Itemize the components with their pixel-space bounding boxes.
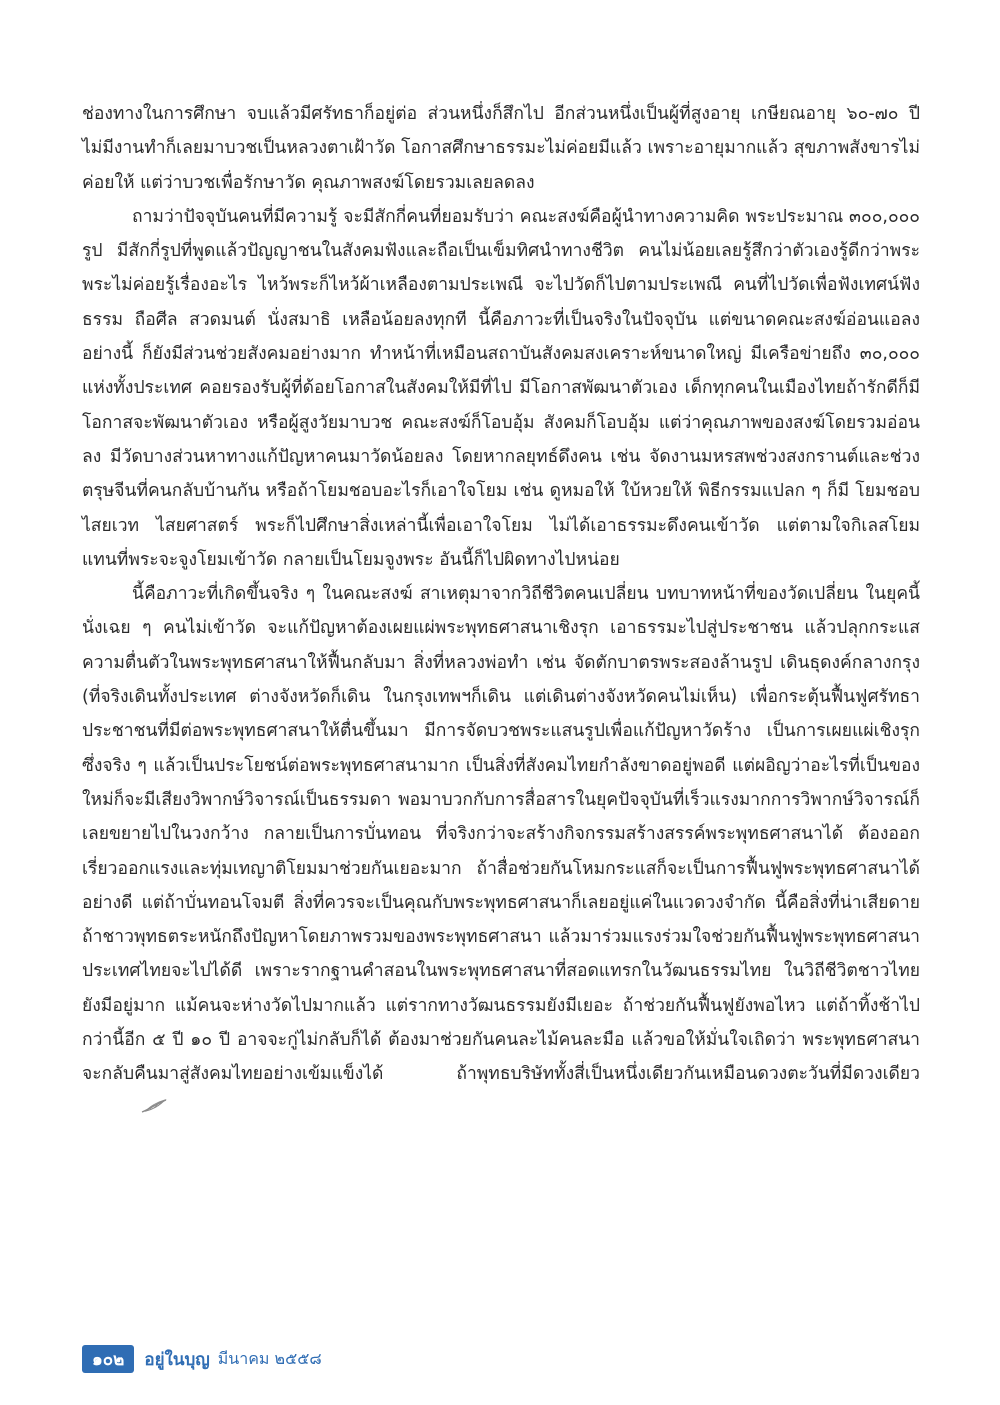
- feather-end-mark-icon: [90, 1092, 168, 1126]
- page-number-badge: ๑๐๒: [82, 1345, 134, 1373]
- paragraph-1: [82, 97, 920, 200]
- paragraph-1-text: ช่องทางในการศึกษา จบแล้วมีศรัทธาก็อยู่ต่อ ส่วนหนึ่งก็สึกไป อีกส่วนหนึ่งเป็นผู้ที่สูงอายุ เกษียณอายุ ๖๐-๗๐ ปี ไม่มีงานทำก็เลยมาบวชเป็นหลวงตาเฝ้าวัด โอกาสศึกษาธรรมะไม่ค่อยมีแล้ว เพราะอายุมากแล้ว สุขภาพสังขารไม่ค่อยให้ แต่ว่าบวชเพื่อรักษาวัด คุณภาพสงฆ์โดยรวมเลยลดลง: [82, 104, 920, 193]
- magazine-title: อยู่ในบุญ: [144, 1349, 210, 1370]
- article-body: [82, 97, 920, 1126]
- paragraph-3: [82, 577, 920, 1126]
- paragraph-2-text: ถามว่าปัจจุบันคนที่มีความรู้ จะมีสักกี่คนที่ยอมรับว่า คณะสงฆ์คือผู้นำทางความคิด พระประมาณ ๓๐๐,๐๐๐ รูป มีสักกี่รูปที่พูดแล้วปัญญาชนในสังคมฟังและถือเป็นเข็มทิศนำทางชีวิต คนไม่น้อยเลยรู้สึกว่าตัวเองรู้ดีกว่าพระ พระไม่ค่อยรู้เรื่องอะไร ไหว้พระก็ไหว้ผ้าเหลืองตามประเพณี จะไปวัดก็ไปตามประเพณี คนที่ไปวัดเพื่อฟังเทศน์ฟังธรรม ถือศีล สวดมนต์ นั่งสมาธิ เหลือน้อยลงทุกที นี้คือภาวะที่เป็นจริงในปัจจุบัน แต่ขนาดคณะสงฆ์อ่อนแอลงอย่างนี้ ก็ยังมีส่วนช่วยสังคมอย่างมาก ทำหน้าที่เหมือนสถาบันสังคมสงเคราะห์ขนาดใหญ่ มีเครือข่ายถึง ๓๐,๐๐๐ แห่งทั้งประเทศ คอยรองรับผู้ที่ด้อยโอกาสในสังคมให้มีที่ไป มีโอกาสพัฒนาตัวเอง เด็กทุกคนในเมืองไทยถ้ารักดีก็มีโอกาสจะพัฒนาตัวเอง หรือผู้สูงวัยมาบวช คณะสงฆ์ก็โอบอุ้ม สังคมก็โอบอุ้ม แต่ว่าคุณภาพของสงฆ์โดยรวมอ่อนลง มีวัดบางส่วนหาทางแก้ปัญหาคนมาวัดน้อยลง โดยหากลยุทธ์ดึงคน เช่น จัดงานมหรสพช่วงสงกรานต์และช่วงตรุษจีนที่คนกลับบ้านกัน หรือถ้าโยมชอบอะไรก็เอาใจโยม เช่น ดูหมอให้ ใบ้หวยให้ พิธีกรรมแปลก ๆ ก็มี โยมชอบไสยเวท ไสยศาสตร์ พระก็ไปศึกษาสิ่งเหล่านี้เพื่อเอาใจโยม ไม่ได้เอาธรรมะดึงคนเข้าวัด แต่ตามใจกิเลสโยม แทนที่พระจะจูงโยมเข้าวัด กลายเป็นโยมจูงพระ อันนี้ก็ไปผิดทางไปหน่อย: [82, 206, 920, 570]
- paragraph-3-text: นี้คือภาวะที่เกิดขึ้นจริง ๆ ในคณะสงฆ์ สาเหตุมาจากวิถีชีวิตคนเปลี่ยน บทบาทหน้าที่ของวัดเปลี่ยน ในยุคนี้นั่งเฉย ๆ คนไม่เข้าวัด จะแก้ปัญหาต้องเผยแผ่พระพุทธศาสนาเชิงรุก เอาธรรมะไปสู่ประชาชน แล้วปลุกกระแสความตื่นตัวในพระพุทธศาสนาให้ฟื้นกลับมา สิ่งที่หลวงพ่อทำ เช่น จัดตักบาตรพระสองล้านรูป เดินธุดงค์กลางกรุง (ที่จริงเดินทั้งประเทศ ต่างจังหวัดก็เดิน ในกรุงเทพฯก็เดิน แต่เดินต่างจังหวัดคนไม่เห็น) เพื่อกระตุ้นฟื้นฟูศรัทธาประชาชนที่มีต่อพระพุทธศาสนาให้ตื่นขึ้นมา มีการจัดบวชพระแสนรูปเพื่อแก้ปัญหาวัดร้าง เป็นการเผยแผ่เชิงรุก ซึ่งจริง ๆ แล้วเป็นประโยชน์ต่อพระพุทธศาสนามาก เป็นสิ่งที่สังคมไทยกำลังขาดอยู่พอดี แต่ผอิญว่าอะไรที่เป็นของใหม่ก็จะมีเสียงวิพากษ์วิจารณ์เป็นธรรมดา พอมาบวกกับการสื่อสารในยุคปัจจุบันที่เร็วแรงมากการวิพากษ์วิจารณ์ก็เลยขยายไปในวงกว้าง กลายเป็นการบั่นทอน ที่จริงกว่าจะสร้างกิจกรรมสร้างสรรค์พระพุทธศาสนาได้ ต้องออกเรี่ยวออกแรงและทุ่มเทญาติโยมมาช่วยกันเยอะมาก ถ้าสื่อช่วยกันโหมกระแสก็จะเป็นการฟื้นฟูพระพุทธศาสนาได้อย่างดี แต่ถ้าบั่นทอนโจมตี สิ่งที่ควรจะเป็นคุณกับพระพุทธศาสนาก็เลยอยู่แค่ในแวดวงจำกัด นี้คือสิ่งที่น่าเสียดาย ถ้าชาวพุทธตระหนักถึงปัญหาโดยภาพรวมของพระพุทธศาสนา แล้วมาร่วมแรงร่วมใจช่วยกันฟื้นฟูพระพุทธศาสนา ประเทศไทยจะไปได้ดี เพราะรากฐานคำสอนในพระพุทธศาสนาที่สอดแทรกในวัฒนธรรมไทย ในวิถีชีวิตชาวไทยยังมีอยู่มาก แม้คนจะห่างวัดไปมากแล้ว แต่รากทางวัฒนธรรมยังมีเยอะ ถ้าช่วยกันฟื้นฟูยังพอไหว แต่ถ้าทิ้งช้าไปกว่านี้อีก ๕ ปี ๑๐ ปี อาจจะกู่ไม่กลับก็ได้ ต้องมาช่วยกันคนละไม้คนละมือ แล้วขอให้มั่นใจเถิดว่า พระพุทธศาสนาจะกลับคืนมาสู่สังคมไทยอย่างเข้มแข็งได้ ถ้าพุทธบริษัททั้งสี่เป็นหนึ่งเดียวกันเหมือนดวงตะวันที่มีดวงเดียว: [82, 584, 920, 1085]
- issue-date: มีนาคม ๒๕๕๘: [217, 1348, 322, 1368]
- paragraph-2: [82, 200, 920, 577]
- page-footer: [82, 1344, 322, 1374]
